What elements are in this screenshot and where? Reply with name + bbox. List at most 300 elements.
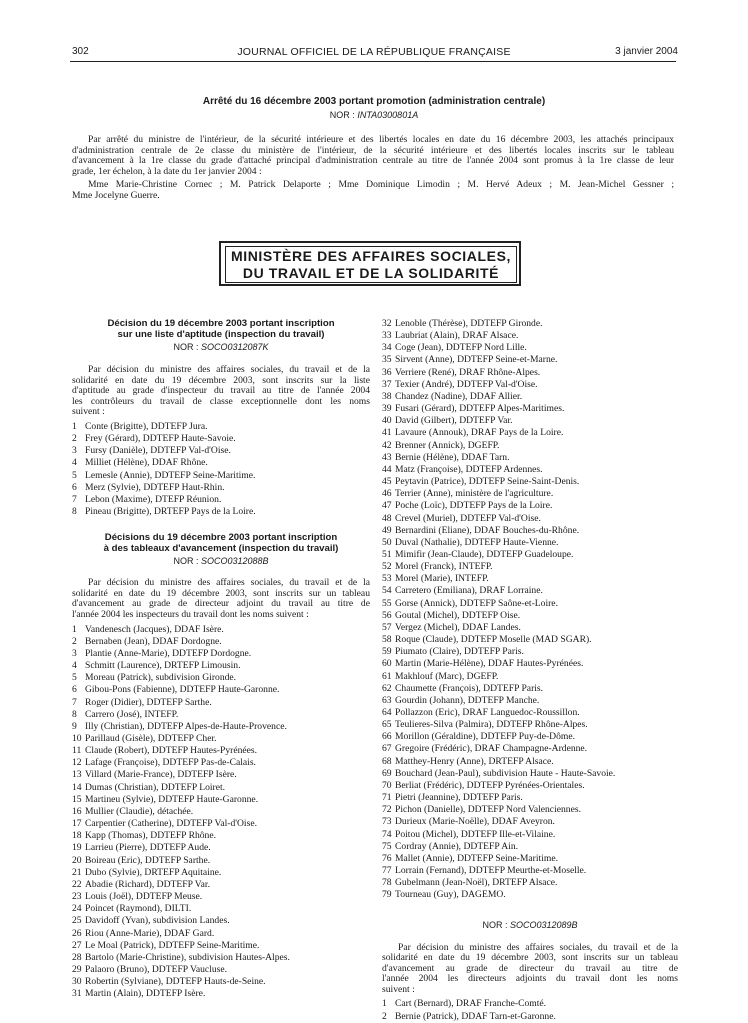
list-item-number: 70 <box>382 779 392 791</box>
paragraph-line: l'année 2004 les directeurs adjoints du travail dont les noms <box>382 973 678 985</box>
list-item-number: 67 <box>382 743 392 755</box>
list-item <box>382 889 678 901</box>
list-item <box>382 598 678 610</box>
list-item-text: Robertin (Sylviane), DDTEFP Hauts-de-Seine. <box>85 976 266 988</box>
list-item-text: Mimifir (Jean-Claude), DDTEFP Guadeloupe. <box>395 548 574 560</box>
list-item <box>72 769 370 781</box>
list-item-number: 46 <box>382 488 392 500</box>
list-item <box>382 853 678 865</box>
list-item-text: Bernie (Patrick), DDAF Tarn-et-Garonne. <box>395 1010 556 1022</box>
list-item <box>382 829 678 841</box>
decision2-list-right <box>382 318 678 902</box>
list-item-text: Fursy (Danièle), DDTEFP Val-d'Oise. <box>85 445 231 457</box>
list-item <box>382 561 678 573</box>
list-item <box>72 976 370 988</box>
list-item-number: 3 <box>72 647 77 659</box>
decision1-nor <box>72 342 370 352</box>
paragraph-line: d'avancement au grade de directeur adjoint du travail au titre de <box>72 598 370 610</box>
list-item <box>72 806 370 818</box>
list-item-text: Bernie (Hélène), DDAF Tarn. <box>395 451 510 463</box>
list-item <box>382 391 678 403</box>
list-item-number: 61 <box>382 670 392 682</box>
list-item <box>382 707 678 719</box>
list-item-number: 4 <box>72 660 77 672</box>
list-item-text: Texier (André), DDTEFP Val-d'Oise. <box>395 378 538 390</box>
decision2-title <box>72 532 370 554</box>
paragraph-line: les contrôleurs du travail de classe exceptionnelle dont les noms <box>72 395 370 407</box>
list-item <box>382 403 678 415</box>
list-item-text: Martin (Marie-Hélène), DDAF Hautes-Pyrénées. <box>395 658 584 670</box>
list-item-number: 50 <box>382 536 392 548</box>
list-item-number: 58 <box>382 634 392 646</box>
list-item-number: 59 <box>382 646 392 658</box>
list-item-number: 20 <box>72 854 82 866</box>
list-item <box>382 427 678 439</box>
list-item-number: 54 <box>382 585 392 597</box>
list-item <box>72 782 370 794</box>
list-item <box>72 757 370 769</box>
list-item-text: Pollazzon (Eric), DRAF Languedoc-Roussillon. <box>395 707 580 718</box>
list-item-number: 34 <box>382 342 392 354</box>
list-item-text: Gourdin (Johann), DDTEFP Manche. <box>395 694 540 706</box>
nor-code: SOCO0312088B <box>200 556 269 567</box>
list-item-text: Duval (Nathalie), DDTEFP Haute-Vienne. <box>395 536 559 548</box>
list-item-text: Palaoro (Bruno), DDTEFP Vaucluse. <box>85 963 228 975</box>
list-item-text: Makhlouf (Marc), DGEFP. <box>395 670 499 682</box>
list-item-text: Lafage (Françoise), DDTEFP Pas-de-Calais. <box>85 757 256 769</box>
list-item-text: Kapp (Thomas), DDTEFP Rhône. <box>85 830 217 842</box>
list-item <box>72 433 370 445</box>
list-item-number: 51 <box>382 548 392 560</box>
list-item <box>382 500 678 512</box>
list-item <box>382 354 678 366</box>
list-item-number: 1 <box>72 420 77 432</box>
list-item-number: 37 <box>382 378 392 390</box>
list-item-text: Gibou-Pons (Fabienne), DDTEFP Haute-Garonne. <box>85 684 280 696</box>
list-item-text: Claude (Robert), DDTEFP Hautes-Pyrénées. <box>85 745 258 757</box>
names-line: Mme Marie-Christine Cornec ; M. Patrick Delaporte ; Mme Dominique Limodin ; M. Hervé Adeux ; M. Jean-Michel Gessner ; <box>88 179 674 190</box>
list-item-number: 2 <box>72 433 77 445</box>
list-item <box>72 672 370 684</box>
list-item-number: 8 <box>72 506 77 518</box>
ministry-box <box>225 246 517 283</box>
list-item-number: 42 <box>382 439 392 451</box>
list-item-text: Le Moal (Patrick), DDTEFP Seine-Maritime. <box>85 939 260 951</box>
list-item-text: Teulieres-Silva (Palmira), DDTEFP Rhône-Alpes. <box>395 719 588 731</box>
list-item <box>382 549 678 561</box>
list-item-number: 69 <box>382 767 392 779</box>
list-item <box>382 610 678 622</box>
list-item-text: Plantie (Anne-Marie), DDTEFP Dordogne. <box>85 647 252 659</box>
list-item-number: 29 <box>72 963 82 975</box>
list-item-number: 35 <box>382 354 392 366</box>
list-item-number: 36 <box>382 366 392 378</box>
list-item-number: 10 <box>72 733 82 744</box>
list-item-text: Sirvent (Anne), DDTEFP Seine-et-Marne. <box>395 354 558 366</box>
list-item-text: Crevel (Muriel), DDTEFP Val-d'Oise. <box>395 512 541 524</box>
list-item <box>382 513 678 525</box>
list-item-number: 55 <box>382 597 392 609</box>
list-item-text: Mullier (Claudie), détachée. <box>85 805 194 817</box>
list-item <box>382 683 678 695</box>
list-item-text: Bartolo (Marie-Christine), subdivision Hautes-Alpes. <box>85 951 290 963</box>
decision1-title-line2: sur une liste d'aptitude (inspection du travail) <box>117 329 325 340</box>
list-item-number: 5 <box>72 469 77 481</box>
decision1-title-line1: Décision du 19 décembre 2003 portant inscription <box>107 318 335 329</box>
arrete-names <box>72 180 674 201</box>
list-item-number: 71 <box>382 792 392 804</box>
list-item-text: Fusari (Gérard), DDTEFP Alpes-Maritimes. <box>395 403 565 415</box>
decision2-intro <box>72 578 370 620</box>
decision2-list-left <box>72 624 370 1001</box>
list-item-text: Pietri (Jeannine), DDTEFP Paris. <box>395 792 523 804</box>
list-item-text: Lemesle (Annie), DDTEFP Seine-Maritime. <box>85 469 256 481</box>
list-item-text: Dumas (Christian), DDTEFP Loiret. <box>85 781 226 793</box>
paragraph-line: solidarité en date du 19 décembre 2003, sont inscrits sur un tableau <box>382 952 678 964</box>
list-item-number: 62 <box>382 682 392 694</box>
list-item-text: Lenoble (Thérèse), DDTEFP Gironde. <box>395 318 543 329</box>
list-item-number: 45 <box>382 476 392 488</box>
list-item <box>382 318 678 330</box>
list-item-number: 64 <box>382 707 392 718</box>
list-item-text: Illy (Christian), DDTEFP Alpes-de-Haute-Provence. <box>85 720 287 732</box>
list-item-number: 15 <box>72 793 82 805</box>
list-item <box>382 841 678 853</box>
list-item-text: Chandez (Nadine), DDAF Allier. <box>395 390 523 402</box>
list-item-text: Davidoff (Yvan), subdivision Landes. <box>85 915 230 927</box>
paragraph-line: Par décision du ministre des affaires sociales, du travail et de la <box>88 364 370 375</box>
list-item-number: 8 <box>72 708 77 720</box>
list-item <box>72 721 370 733</box>
paragraph-line: l'année 2004 les inspecteurs du travail dont les noms suivent : <box>72 609 309 620</box>
list-item-text: Matthey-Henry (Anne), DRTEFP Alsace. <box>395 755 554 767</box>
list-item <box>72 842 370 854</box>
list-item-text: Morillon (Géraldine), DDTEFP Puy-de-Dôme. <box>395 731 576 743</box>
list-item-number: 52 <box>382 561 392 573</box>
list-item-text: Carrero (José), INTEFP. <box>85 708 179 720</box>
list-item <box>72 636 370 648</box>
list-item-number: 2 <box>72 635 77 647</box>
list-item-text: Mallet (Annie), DDTEFP Seine-Maritime. <box>395 852 558 864</box>
list-item-text: Terrier (Anne), ministère de l'agriculture. <box>395 488 554 500</box>
list-item-text: Lorrain (Fernand), DDTEFP Meurthe-et-Moselle. <box>395 865 587 877</box>
list-item-number: 41 <box>382 427 392 439</box>
list-item-number: 31 <box>72 988 82 1000</box>
list-item-number: 33 <box>382 330 392 342</box>
list-item-number: 28 <box>72 951 82 963</box>
decision2-nor <box>72 556 370 566</box>
list-item <box>72 745 370 757</box>
list-item <box>382 622 678 634</box>
list-item <box>72 709 370 721</box>
list-item-text: Vergez (Michel), DDAF Landes. <box>395 621 521 633</box>
list-item-text: Martineu (Sylvie), DDTEFP Haute-Garonne. <box>85 793 259 805</box>
list-item-number: 60 <box>382 658 392 670</box>
list-item-number: 4 <box>72 457 77 469</box>
list-item-number: 14 <box>72 781 82 793</box>
list-item <box>72 794 370 806</box>
nor-label: NOR : <box>173 342 199 352</box>
list-item <box>382 768 678 780</box>
list-item-text: Schmitt (Laurence), DRTEFP Limousin. <box>85 660 241 672</box>
list-item <box>382 756 678 768</box>
list-item-text: Milliet (Hélène), DDAF Rhône. <box>85 457 208 469</box>
list-item-text: Gregoire (Frédéric), DRAF Champagne-Ardenne. <box>395 743 588 755</box>
list-item-text: Coge (Jean), DDTEFP Nord Lille. <box>395 342 527 354</box>
list-item-number: 16 <box>72 805 82 817</box>
issue-date: 3 janvier 2004 <box>615 46 678 57</box>
list-item-text: Vandenesch (Jacques), DDAF Isère. <box>85 623 224 635</box>
list-item <box>382 658 678 670</box>
list-item-text: David (Gilbert), DDTEFP Var. <box>395 415 513 427</box>
list-item <box>382 464 678 476</box>
list-item-text: Tourneau (Guy), DAGEMO. <box>395 889 506 901</box>
list-item-text: Laubriat (Alain), DRAF Alsace. <box>395 330 519 342</box>
list-item-number: 73 <box>382 816 392 828</box>
list-item-number: 44 <box>382 463 392 475</box>
list-item <box>72 952 370 964</box>
list-item-text: Gorse (Annick), DDTEFP Saône-et-Loire. <box>395 597 558 609</box>
list-item <box>382 525 678 537</box>
paragraph-line: d'aptitude au grade d'inspecteur du travail au titre de l'année 2004 <box>72 385 370 397</box>
list-item-text: Martin (Alain), DDTEFP Isère. <box>85 988 206 1000</box>
list-item-number: 77 <box>382 865 392 877</box>
list-item-number: 40 <box>382 415 392 427</box>
list-item <box>72 733 370 745</box>
list-item <box>72 988 370 1000</box>
paragraph-line: Par décision du ministre des affaires sociales, du travail et de la <box>398 941 678 953</box>
list-item <box>72 879 370 891</box>
list-item-number: 76 <box>382 852 392 864</box>
decision3-nor <box>382 920 678 930</box>
list-item-text: Pineau (Brigitte), DRTEFP Pays de la Loire. <box>85 506 256 518</box>
paragraph-line: solidarité en date du 19 décembre 2003, sont inscrits sur la liste <box>72 374 370 386</box>
list-item-number: 72 <box>382 804 392 816</box>
nor-label: NOR : <box>482 919 508 930</box>
list-item-number: 11 <box>72 745 82 757</box>
list-item <box>72 903 370 915</box>
list-item-text: Verriere (René), DRAF Rhône-Alpes. <box>395 366 541 378</box>
list-item-number: 7 <box>72 493 77 505</box>
list-item-number: 49 <box>382 524 392 536</box>
list-item <box>72 482 370 494</box>
list-item <box>72 867 370 879</box>
list-item-number: 53 <box>382 573 392 585</box>
list-item-number: 5 <box>72 672 77 684</box>
list-item <box>382 573 678 585</box>
nor-code: INTA0300801A <box>357 110 419 120</box>
list-item <box>72 506 370 518</box>
decision2-title-line2: à des tableaux d'avancement (inspection du travail) <box>103 543 339 555</box>
list-item-number: 74 <box>382 828 392 840</box>
list-item-number: 3 <box>72 445 77 457</box>
list-item <box>72 494 370 506</box>
list-item-text: Carretero (Emiliana), DRAF Lorraine. <box>395 585 543 597</box>
list-item <box>382 634 678 646</box>
list-item-number: 23 <box>72 891 82 903</box>
list-item-text: Larrieu (Pierre), DDTEFP Aude. <box>85 842 211 854</box>
list-item-text: Bernardini (Eliane), DDAF Bouches-du-Rhône. <box>395 524 580 536</box>
list-item-text: Conte (Brigitte), DDTEFP Jura. <box>85 420 208 432</box>
right-column <box>382 318 678 1023</box>
list-item-number: 66 <box>382 731 392 743</box>
list-item-text: Brenner (Annick), DGEFP. <box>395 439 500 451</box>
list-item-text: Abadie (Richard), DDTEFP Var. <box>85 878 210 890</box>
list-item-number: 19 <box>72 842 82 854</box>
decision2-title-line1: Décisions du 19 décembre 2003 portant inscription <box>104 532 338 544</box>
list-item-text: Frey (Gérard), DDTEFP Haute-Savoie. <box>85 433 236 445</box>
list-item <box>382 476 678 488</box>
list-item-text: Poche (Loïc), DDTEFP Pays de la Loire. <box>395 500 553 512</box>
list-item <box>382 865 678 877</box>
list-item <box>382 804 678 816</box>
list-item-number: 47 <box>382 500 392 512</box>
arrete-nor <box>0 110 748 120</box>
list-item-text: Matz (Françoise), DDTEFP Ardennes. <box>395 463 543 475</box>
list-item-text: Louis (Joël), DDTEFP Meuse. <box>85 891 203 903</box>
list-item-number: 79 <box>382 889 392 901</box>
list-item <box>382 998 678 1010</box>
list-item <box>382 719 678 731</box>
arrete-title: Arrêté du 16 décembre 2003 portant promotion (administration centrale) <box>202 96 546 107</box>
list-item-number: 25 <box>72 915 82 927</box>
paragraph-line: grade, 1er échelon, à la date du 1er janvier 2004 : <box>72 165 262 177</box>
list-item-number: 48 <box>382 512 392 524</box>
list-item-text: Boireau (Eric), DDTEFP Sarthe. <box>85 854 211 866</box>
paragraph-line: d'administration centrale de 2e classe du ministère de l'intérieur, de la sécurité intérieure et des libertés locales inscrits sur le tableau <box>72 144 674 156</box>
list-item <box>382 731 678 743</box>
decision1-list <box>72 421 370 518</box>
list-item-number: 1 <box>382 998 387 1010</box>
list-item <box>72 445 370 457</box>
list-item-number: 30 <box>72 976 82 988</box>
list-item-number: 17 <box>72 818 82 830</box>
list-item <box>382 415 678 427</box>
list-item <box>382 1011 678 1023</box>
list-item-number: 57 <box>382 621 392 633</box>
list-item <box>382 877 678 889</box>
list-item-number: 9 <box>72 720 77 732</box>
list-item-number: 21 <box>72 866 82 878</box>
list-item-text: Merz (Sylvie), DDTEFP Haut-Rhin. <box>85 481 225 493</box>
list-item-text: Poitou (Michel), DDTEFP Ille-et-Vilaine. <box>395 828 556 840</box>
list-item <box>382 816 678 828</box>
list-item-number: 32 <box>382 318 392 329</box>
list-item-number: 43 <box>382 451 392 463</box>
paragraph-line: d'avancement au grade de directeur du travail au titre de <box>382 962 678 974</box>
list-item <box>382 488 678 500</box>
list-item-text: Morel (Franck), INTEFP. <box>395 561 493 573</box>
arrete-body <box>72 135 674 177</box>
list-item-number: 27 <box>72 939 82 951</box>
list-item-text: Villard (Marie-France), DDTEFP Isère. <box>85 769 237 781</box>
list-item-text: Roger (Didier), DDTEFP Sarthe. <box>85 696 212 708</box>
list-item-number: 7 <box>72 696 77 708</box>
list-item-text: Peytavin (Patrice), DDTEFP Seine-Saint-Denis. <box>395 476 580 488</box>
list-item-text: Parillaud (Gisèle), DDTEFP Cher. <box>85 733 217 744</box>
list-item-number: 65 <box>382 719 392 731</box>
list-item <box>72 697 370 709</box>
journal-title: JOURNAL OFFICIEL DE LA RÉPUBLIQUE FRANÇAISE <box>237 46 511 58</box>
list-item-text: Piumato (Claire), DDTEFP Paris. <box>395 646 524 658</box>
list-item <box>72 624 370 636</box>
list-item-text: Morel (Marie), INTEFP. <box>395 573 489 585</box>
list-item <box>72 891 370 903</box>
list-item-number: 2 <box>382 1010 387 1022</box>
names-line: Mme Jocelyne Guerre. <box>72 189 160 201</box>
list-item <box>382 780 678 792</box>
list-item <box>382 330 678 342</box>
list-item-number: 39 <box>382 403 392 415</box>
list-item-number: 6 <box>72 481 77 493</box>
list-item <box>72 928 370 940</box>
list-item-text: Chaumette (François), DDTEFP Paris. <box>395 682 544 694</box>
list-item-text: Dubo (Sylvie), DRTEFP Aquitaine. <box>85 866 222 878</box>
list-item-number: 75 <box>382 840 392 852</box>
list-item <box>72 684 370 696</box>
list-item <box>382 792 678 804</box>
list-item-number: 1 <box>72 623 77 635</box>
list-item-number: 63 <box>382 694 392 706</box>
page-number: 302 <box>72 46 89 57</box>
ministry-line-1: MINISTÈRE DES AFFAIRES SOCIALES, <box>230 248 512 264</box>
list-item <box>72 660 370 672</box>
list-item-text: Roque (Claude), DDTEFP Moselle (MAD SGAR). <box>395 634 592 646</box>
list-item-number: 6 <box>72 684 77 696</box>
list-item <box>382 452 678 464</box>
list-item-number: 22 <box>72 878 82 890</box>
ministry-line-2: DU TRAVAIL ET DE LA SOLIDARITÉ <box>242 265 500 281</box>
header-rule <box>70 61 676 62</box>
list-item-text: Carpentier (Catherine), DDTEFP Val-d'Oise. <box>85 818 257 830</box>
list-item <box>72 421 370 433</box>
list-item-text: Bernaben (Jean), DDAF Dordogne. <box>85 635 222 647</box>
list-item <box>72 915 370 927</box>
list-item-number: 18 <box>72 830 82 842</box>
decision1-title <box>72 318 370 340</box>
list-item-text: Durieux (Marie-Noëlle), DDAF Aveyron. <box>395 816 555 828</box>
list-item <box>72 648 370 660</box>
list-item-text: Pichon (Danielle), DDTEFP Nord Valenciennes. <box>395 804 581 816</box>
list-item <box>72 940 370 952</box>
list-item-text: Cordray (Annie), DDTEFP Ain. <box>395 840 519 852</box>
list-item <box>382 695 678 707</box>
list-item-text: Berliat (Frédéric), DDTEFP Pyrénées-Orientales. <box>395 779 585 791</box>
list-item-text: Riou (Anne-Marie), DDAF Gard. <box>85 927 215 939</box>
list-item-text: Moreau (Patrick), subdivision Gironde. <box>85 672 237 684</box>
list-item <box>72 830 370 842</box>
nor-code: SOCO0312087K <box>200 342 269 352</box>
list-item-number: 12 <box>72 757 82 769</box>
list-item-text: Goutal (Michel), DDTEFP Oise. <box>395 609 521 621</box>
nor-code: SOCO0312089B <box>509 919 578 930</box>
list-item-number: 78 <box>382 877 392 889</box>
list-item-number: 38 <box>382 390 392 402</box>
list-item-text: Lebon (Maxime), DTEFP Réunion. <box>85 493 222 505</box>
list-item-text: Bouchard (Jean-Paul), subdivision Haute - Haute-Savoie. <box>395 767 616 779</box>
paragraph-line: solidarité en date du 19 décembre 2003, sont inscrits sur un tableau <box>72 587 370 599</box>
list-item <box>72 818 370 830</box>
list-item <box>72 964 370 976</box>
decision3-intro <box>382 943 678 996</box>
list-item-text: Poincet (Raymond), DILTI. <box>85 903 192 915</box>
list-item <box>382 379 678 391</box>
list-item-number: 68 <box>382 755 392 767</box>
list-item <box>382 585 678 597</box>
list-item-number: 13 <box>72 769 82 781</box>
paragraph-line: d'avancement à la 1re classe du grade d'attaché principal d'administration centrale au titre de l'année 2004 sont promus à la 1re classe de leur <box>72 155 674 167</box>
list-item <box>72 457 370 469</box>
